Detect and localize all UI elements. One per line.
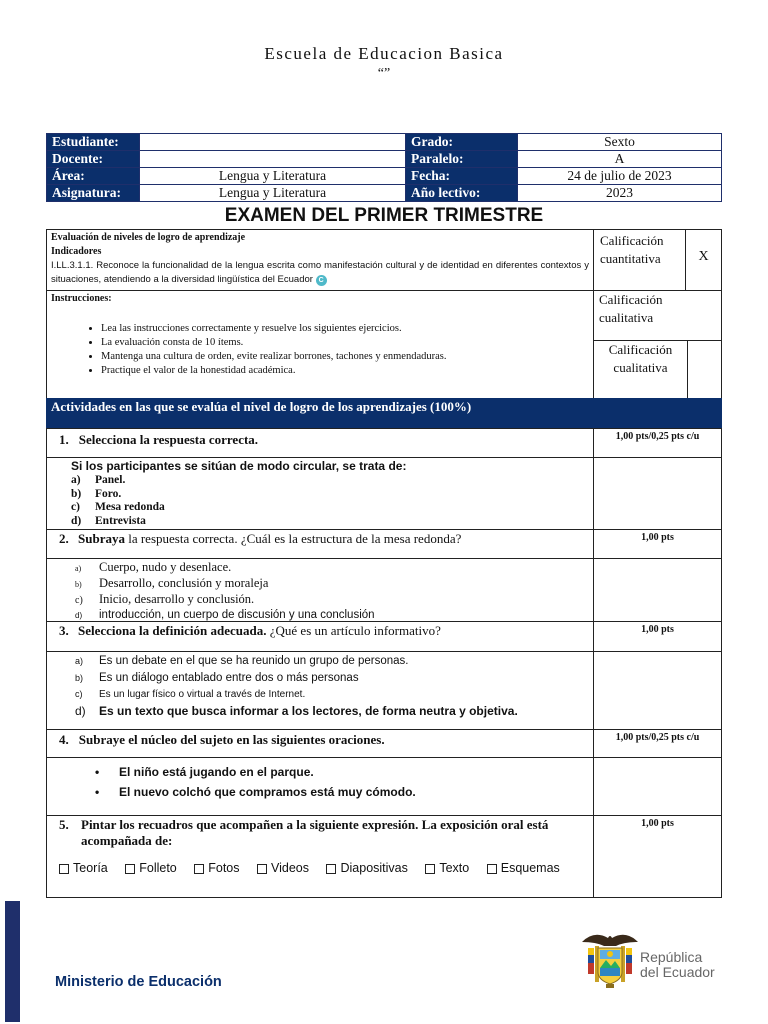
calificacion-cualitativa-label: Calificación cualitativa [593, 290, 722, 341]
instruction-item: • La evaluación consta de 10 ítems. [101, 336, 589, 350]
checkbox-icon [425, 864, 435, 874]
question-4-header [46, 729, 594, 758]
paralelo-value: A [518, 151, 722, 168]
question-1-header [46, 428, 594, 458]
instructions-heading: Instrucciones: [51, 293, 112, 304]
checkbox-teoria[interactable]: Teoría [59, 861, 108, 875]
instructions-box [46, 290, 594, 399]
question-2-score-cell[interactable] [593, 558, 722, 622]
sentence-2[interactable]: • El nuevo colchó que compramos está muy cómodo. [95, 782, 593, 802]
question-3-number: 3. [59, 623, 69, 638]
calificacion-cuantitativa-mark[interactable]: X [685, 229, 722, 291]
question-4-points: 1,00 pts/0,25 pts c/u [593, 729, 722, 758]
instruction-item: • Lea las instrucciones correctamente y resuelve los siguientes ejercicios. [101, 322, 589, 336]
question-1-stem: Si los participantes se sitúan de modo circular, se trata de: [71, 459, 407, 473]
indicadores-label: Indicadores [51, 246, 102, 257]
checkbox-diapositivas[interactable]: Diapositivas [326, 861, 407, 875]
estudiante-label: Estudiante: [47, 134, 140, 151]
option-b[interactable]: b) Desarrollo, conclusión y moraleja [75, 576, 269, 590]
option-d[interactable]: d) Entrevista [71, 514, 146, 527]
checkbox-icon [59, 864, 69, 874]
option-c[interactable]: c) Inicio, desarrollo y conclusión. [75, 592, 255, 606]
question-3-body [46, 651, 594, 730]
instruction-item: • Practique el valor de la honestidad académica. [101, 364, 589, 378]
instruction-item: • Mantenga una cultura de orden, evite realizar borrones, tachones y enmendaduras. [101, 350, 589, 364]
calificacion-cualitativa-field[interactable] [687, 340, 722, 399]
question-4-title: Subraye el núcleo del sujeto en las siguientes oraciones. [78, 732, 385, 747]
indicator-description: I.LL.3.1.1. Reconoce la funcionalidad de la lengua escrita como manifestación cultural y de identidad en diferentes contextos y situaciones, atendiendo a la diversidad lingüística del Ecuador [51, 260, 589, 285]
evaluation-heading: Evaluación de niveles de logro de aprendizaje [51, 232, 246, 243]
question-3-points: 1,00 pts [593, 621, 722, 652]
grado-label: Grado: [406, 134, 518, 151]
school-name: Escuela de Educacion Basica [264, 44, 504, 63]
ministerio-label: Ministerio de Educación [55, 974, 222, 990]
question-5-options [59, 861, 581, 875]
question-2-header [46, 529, 594, 559]
question-5-header [59, 817, 581, 849]
question-5-number: 5. [59, 817, 69, 832]
ano-lectivo-label: Año lectivo: [406, 185, 518, 202]
question-4-score-cell[interactable] [593, 757, 722, 816]
question-2-points: 1,00 pts [593, 529, 722, 559]
area-value: Lengua y Literatura [140, 168, 406, 185]
option-a[interactable]: a) Es un debate en el que se ha reunido un grupo de personas. [75, 655, 409, 667]
paralelo-label: Paralelo: [406, 151, 518, 168]
checkbox-texto[interactable]: Texto [425, 861, 469, 875]
evaluation-indicators-box [46, 229, 594, 291]
option-d[interactable]: d) introducción, un cuerpo de discusión y una conclusión [75, 609, 375, 621]
option-b[interactable]: b) Es un diálogo entablado entre dos o más personas [75, 672, 359, 684]
question-2-title-bold: Subraya [78, 531, 125, 546]
checkbox-videos[interactable]: Videos [257, 861, 309, 875]
fecha-value: 24 de julio de 2023 [518, 168, 722, 185]
question-5-points: 1,00 pts [593, 815, 722, 898]
ano-lectivo-value: 2023 [518, 185, 722, 202]
question-4-number: 4. [59, 732, 69, 747]
option-a[interactable]: a) Panel. [71, 474, 126, 486]
checkbox-icon [125, 864, 135, 874]
instructions-list [51, 322, 589, 378]
grado-value: Sexto [518, 134, 722, 151]
question-5-title: Pintar los recuadros que acompañen a la siguiente expresión. La exposición oral está acompañada de: [81, 817, 549, 848]
republica-del-ecuador-logo [640, 950, 715, 980]
docente-field[interactable] [140, 151, 406, 168]
question-3-header [46, 621, 594, 652]
question-3-title-bold: Selecciona la definición adecuada. [78, 623, 267, 638]
area-label: Área: [47, 168, 140, 185]
option-a[interactable]: a) Cuerpo, nudo y desenlace. [75, 560, 232, 574]
bullet-icon: • [95, 785, 100, 799]
question-1-title: Selecciona la respuesta correcta. [78, 432, 259, 447]
republica-line-2: del Ecuador [640, 964, 715, 980]
calificacion-cualitativa-label-2: Calificación cualitativa [593, 340, 688, 399]
question-1-score-cell[interactable] [593, 457, 722, 530]
asignatura-label: Asignatura: [47, 185, 140, 202]
question-4-body [46, 757, 594, 816]
bullet-icon: • [95, 765, 100, 779]
question-2-body [46, 558, 594, 622]
ecuador-coat-of-arms-icon [580, 928, 640, 990]
question-1-points: 1,00 pts/0,25 pts c/u [593, 428, 722, 458]
checkbox-icon [326, 864, 336, 874]
option-c[interactable]: c) Es un lugar físico o virtual a través de Internet. [75, 689, 306, 700]
estudiante-field[interactable] [140, 134, 406, 151]
activities-header-bar: Actividades en las que se evalúa el nivel de logro de los aprendizajes (100%) [46, 398, 722, 428]
indicator-badge: C [316, 275, 327, 286]
indicator-text [51, 259, 589, 287]
question-5-box [46, 815, 594, 898]
asignatura-value: Lengua y Literatura [140, 185, 406, 202]
fecha-label: Fecha: [406, 168, 518, 185]
option-b[interactable]: b) Foro. [71, 487, 122, 500]
checkbox-folleto[interactable]: Folleto [125, 861, 177, 875]
student-info-table [46, 133, 722, 202]
footer-side-bar [5, 901, 20, 1022]
checkbox-icon [194, 864, 204, 874]
checkbox-icon [487, 864, 497, 874]
exam-title: EXAMEN DEL PRIMER TRIMESTRE [224, 205, 544, 226]
calificacion-cuantitativa-label: Calificación cuantitativa [593, 229, 686, 291]
question-2-title: la respuesta correcta. ¿Cuál es la estructura de la mesa redonda? [128, 531, 462, 546]
checkbox-icon [257, 864, 267, 874]
option-c[interactable]: c) Mesa redonda [71, 501, 165, 513]
question-1-body [46, 457, 594, 530]
sentence-1[interactable]: • El niño está jugando en el parque. [95, 762, 593, 782]
option-d[interactable]: d) Es un texto que busca informar a los lectores, de forma neutra y objetiva. [75, 704, 518, 718]
question-1-number: 1. [59, 432, 69, 447]
question-3-score-cell[interactable] [593, 651, 722, 730]
checkbox-fotos[interactable]: Fotos [194, 861, 239, 875]
republica-line-1: República [640, 949, 703, 965]
question-3-title: ¿Qué es un artículo informativo? [269, 623, 441, 638]
docente-label: Docente: [47, 151, 140, 168]
question-2-number: 2. [59, 531, 69, 546]
checkbox-esquemas[interactable]: Esquemas [487, 861, 560, 875]
school-quotes: “” [377, 66, 391, 81]
